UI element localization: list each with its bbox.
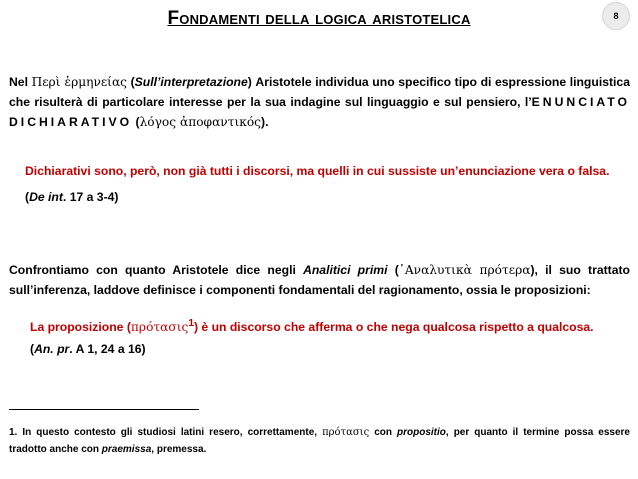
greek-term-logos-apophantikos: λόγος ἀποφαντικός: [139, 115, 262, 129]
quote2-body: ) è un discorso che afferma o che nega qualcosa rispetto a qualcosa.: [193, 320, 594, 335]
quote-de-interpretatione: [25, 164, 609, 178]
quote1-text: Dichiarativi sono, però, non già tutti i discorsi, ma quelli in cui sussiste un’enunciazione vera o falsa.: [25, 164, 610, 178]
para2-body: ), il suo trattato sull’inferenza, laddove definisce i componenti fondamentali del ragionamento, ossia le proposizioni:: [9, 263, 630, 297]
greek-protasis: πρότασις: [130, 320, 189, 335]
ref1-open: (: [25, 190, 30, 204]
footnote-praemissa: praemissa: [101, 444, 152, 455]
footnote-prefix: In questo contesto gli studiosi latini resero, correttamente,: [17, 427, 323, 438]
paragraph-de-interpretatione: [9, 72, 630, 132]
citation-an-pr: [30, 342, 146, 356]
para1-paren: (: [127, 75, 135, 89]
para1-body: ) Aristotele individua uno specifico tipo di espressione linguistica che risulterà di particolare interesse per la sua indagine sul linguaggio e sul pensiero, l’: [9, 75, 630, 109]
footnote-mid2: , per quanto il termine possa essere tradotto anche con: [9, 427, 630, 455]
greek-title-peri-hermeneias: Περὶ ἑρμηνείας: [31, 75, 128, 89]
footnote: [9, 424, 630, 458]
citation-de-int: [25, 190, 118, 204]
footnote-number: 1.: [9, 427, 18, 438]
footnote-separator: [9, 409, 199, 410]
ref2-open: (: [30, 342, 35, 356]
quote-analitici-primi: [30, 318, 594, 334]
ref2-work: An. pr: [34, 342, 70, 356]
term-enunciato-dichiarativo: ENUNCIATO DICHIARATIVO: [9, 95, 630, 129]
footnote-greek-protasis: πρότασις: [322, 427, 370, 438]
para2-prefix: Confrontiamo con quanto Aristotele dice negli: [9, 263, 304, 277]
ref1-work: De int: [29, 190, 63, 204]
footnote-marker: 1: [188, 318, 194, 329]
quote2-prefix: La proposizione (: [30, 320, 131, 335]
para2-paren: (: [387, 263, 399, 277]
paragraph-analitici-primi: [9, 260, 630, 300]
para1-close: ).: [261, 115, 269, 129]
para1-paren2: (: [132, 115, 140, 129]
page-title: Fondamenti della logica aristotelica: [167, 8, 471, 29]
footnote-mid: con: [369, 427, 397, 438]
slide-number-badge: 8: [602, 2, 630, 30]
footnote-end: , premessa.: [151, 444, 207, 455]
ref1-rest: . 17 a 3-4): [62, 190, 119, 204]
latin-title-analitici-primi: Analitici primi: [303, 263, 388, 277]
para1-prefix: Nel: [9, 75, 32, 89]
ref2-rest: . A 1, 24 a 16): [69, 342, 146, 356]
footnote-propositio: propositio: [397, 427, 446, 438]
latin-title-interpretazione: Sull’interpretazione: [134, 75, 248, 89]
greek-title-analytika-protera: ᾿Αναλυτικὰ πρότερα: [398, 263, 531, 277]
